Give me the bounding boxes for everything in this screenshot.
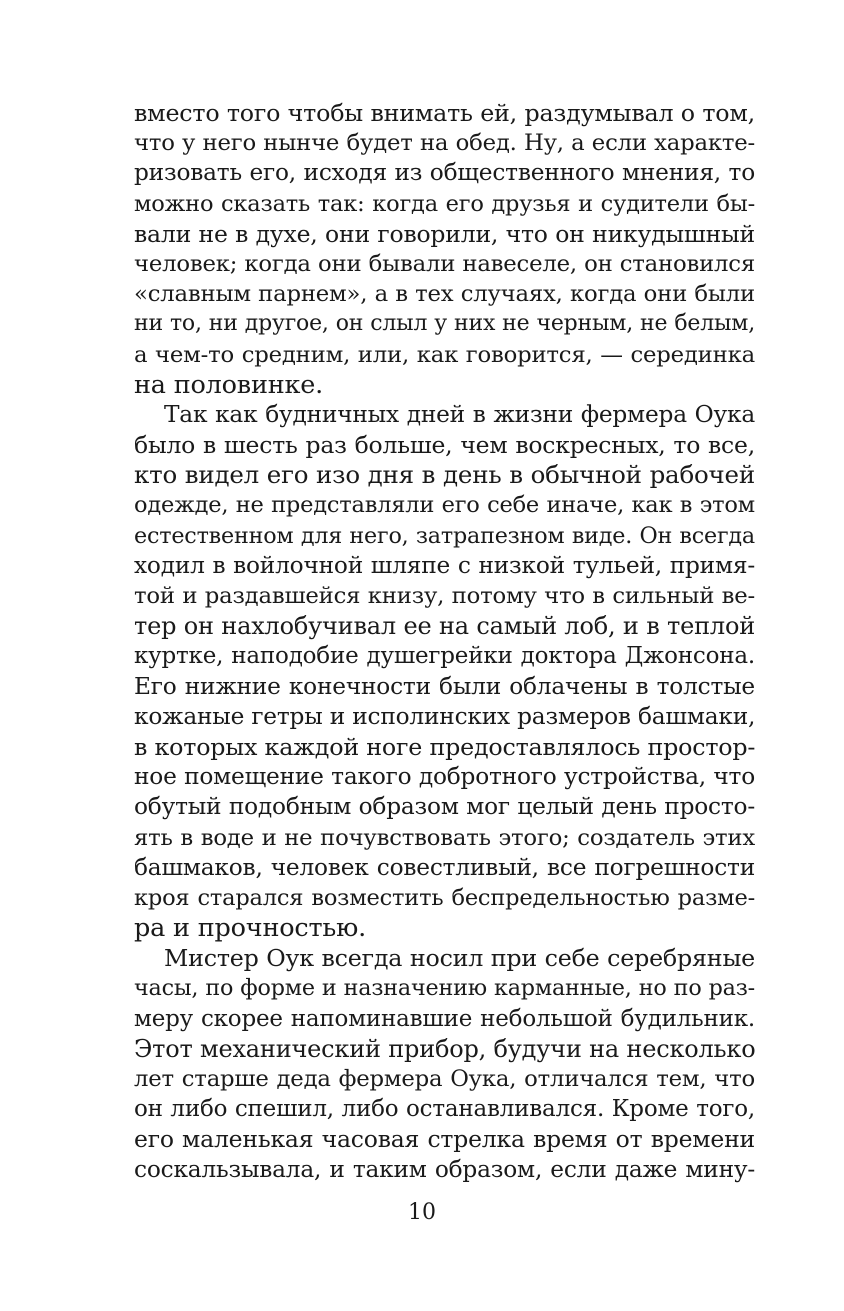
text-line: «славным парнем», а в тех случаях, когда они были	[134, 281, 755, 308]
paragraph	[134, 98, 755, 400]
paragraph	[134, 400, 755, 943]
text-line: часы, по форме и назначению карманные, но по раз-	[134, 975, 755, 1002]
text-line: обутый подобным образом мог целый день просто-	[134, 793, 755, 821]
text-line: вместо того чтобы внимать ей, раздумывал о том,	[134, 99, 755, 127]
text-line: Так как будничных дней в жизни фермера Оука	[164, 400, 755, 428]
text-line: его маленькая часовая стрелка время от времени	[134, 1125, 755, 1154]
text-line: кто видел его изо дня в день в обычной рабочей	[134, 460, 755, 490]
text-line: ное помещение такого добротного устройства, что	[134, 763, 755, 791]
text-line: ра и прочностью.	[134, 913, 366, 944]
text-line: можно сказать так: когда его друзья и судители бы-	[134, 190, 755, 217]
paragraph	[134, 943, 755, 1185]
text-line: было в шесть раз больше, чем воскресных, то все,	[134, 431, 755, 460]
text-line: кожаные гетры и исполинских размеров башмаки,	[134, 702, 756, 730]
page-body	[134, 98, 755, 1185]
text-line: он либо спешил, либо останавливался. Кроме того,	[134, 1096, 755, 1123]
page-number: 10	[408, 1200, 436, 1225]
text-line: человек; когда они бывали навеселе, он становился	[134, 250, 755, 277]
text-line: ризовать его, исходя из общественного мнения, то	[134, 159, 755, 187]
text-line: меру скорее напоминавшие небольшой будильник.	[134, 1005, 755, 1032]
text-line: ни то, ни другое, он слыл у них не черным, не белым,	[134, 311, 755, 337]
text-line: вали не в духе, они говорили, что он никудышный	[134, 219, 755, 248]
text-line: куртке, наподобие душегрейки доктора Джонсона.	[134, 643, 755, 670]
text-line: естественном для него, затрапезном виде. Он всегда	[134, 522, 755, 549]
text-line: соскальзывала, и таким образом, если даже мину-	[134, 1155, 755, 1183]
text-line: тер он нахлобучивал ее на самый лоб, и в теплой	[134, 612, 755, 641]
text-line: Его нижние конечности были облачены в толстые	[134, 672, 755, 700]
text-line: кроя старался возместить беспредельностью разме-	[134, 884, 755, 911]
text-line: а чем-то средним, или, как говорится, — серединка	[134, 341, 755, 368]
text-line: в которых каждой ноге предоставлялось простор-	[134, 732, 756, 761]
text-line: Этот механический прибор, будучи на несколько	[134, 1034, 756, 1063]
text-line: что у него нынче будет на обед. Ну, а если характе-	[134, 130, 755, 157]
text-line: башмаков, человек совестливый, все погрешности	[134, 853, 755, 881]
text-line: Мистер Оук всегда носил при себе серебряные	[164, 944, 755, 973]
text-line: лет старше деда фермера Оука, отличался тем, что	[134, 1066, 755, 1092]
text-line: ходил в войлочной шляпе с низкой тульей, примя-	[134, 551, 755, 579]
text-line: одежде, не представляли его себе иначе, как в этом	[134, 492, 755, 519]
text-line: той и раздавшейся книзу, потому что в сильный ве-	[134, 583, 755, 609]
text-line: на половинке.	[134, 369, 324, 400]
text-line: ять в воде и не почувствовать этого; создатель этих	[134, 824, 755, 851]
